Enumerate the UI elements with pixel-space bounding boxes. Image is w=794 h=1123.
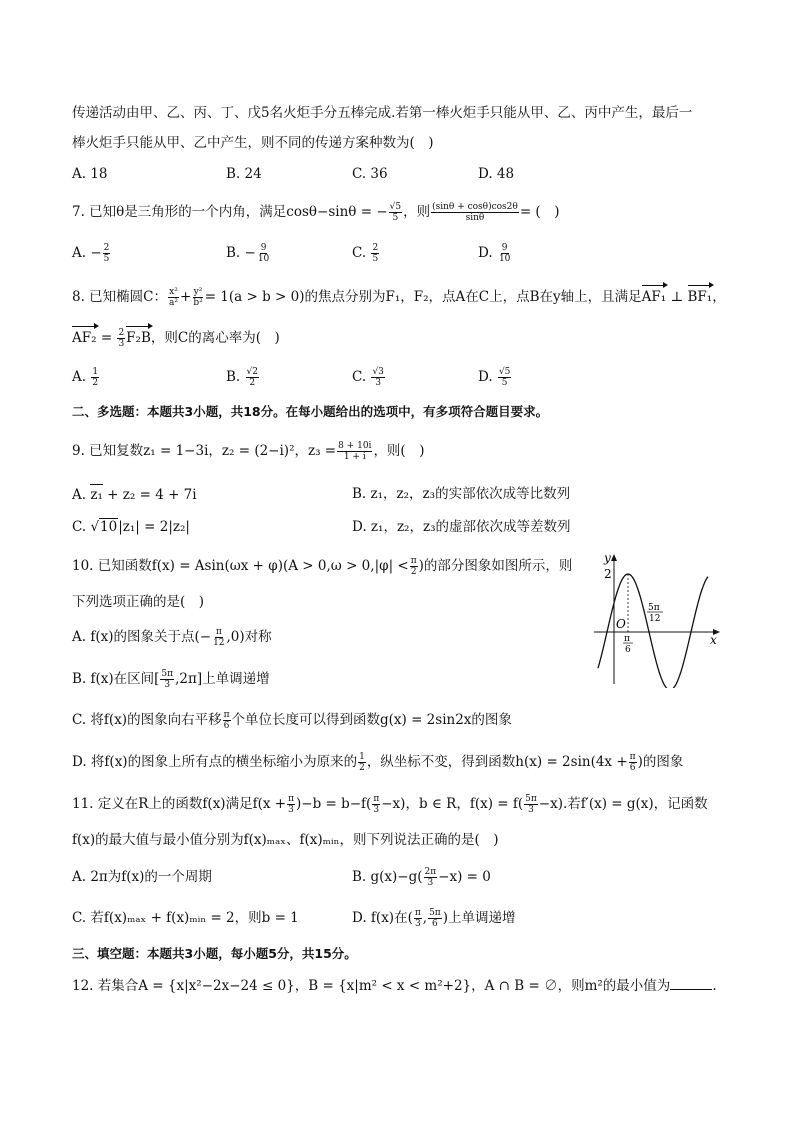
q8-stem-line2: AF₂ = $\frac{2}{3}$ F₂B，则C的离心率为( ) [72,328,280,349]
q9-option-d: D. z₁，z₂，z₃的虚部依次成等差数列 [352,519,571,535]
origin-label: O [616,617,626,631]
tick-pi6-den: 6 [625,645,631,655]
q10-stem-line2: 下列选项正确的是( ) [72,594,205,610]
q8-option-c: C. $\frac{√3}{3}$ [352,367,384,388]
q11-option-b: B. g(x)−g( $\frac{2\pi}{3}$ −x) = 0 [352,867,491,888]
q8-stem-line1: 8. 已知椭圆C： $\frac{\text{x²}}{\text{a²}}$ + $\frac{\text{y²}}{\text{b²}}$ = 1(a > b > 0)的焦点分别为F₁，F₂，点A在C上，点B在y轴上，且满足AF₁ ⊥ BF₁， [72,287,726,308]
q10-stem-line1: 10. 已知函数f(x) = Asin(ωx + φ)(A > 0,ω > 0,|φ| < $\frac{\pi}{2}$ )的部分图象如图所示，则 [72,556,573,577]
q7-fraction-1: $\frac{√5}{5}$ [389,202,402,223]
q10-option-d: D. 将f(x)的图象上所有点的横坐标缩小为原来的 $\frac{1}{2}$ ，纵坐标不变，得到函数h(x) = 2sin(4x + $\frac{\pi}{6}$ )的图象 [72,752,684,773]
q11-stem-line1: 11. 定义在R上的函数f(x)满足f(x + $\frac{\pi}{3}$ )−b = b−f( $\frac{\pi}{3}$ −x)，b ∈ R，f(x) = f( $\frac{5\pi}{3}$ −x).若f′(x) = g(x)，记函数 [72,794,708,815]
q6-text-line2: 棒火炬手只能从甲、乙中产生，则不同的传递方案种数为( ) [72,135,434,151]
q7-option-c: C. $\frac{2}{5}$ [352,243,379,264]
q9-option-b: B. z₁，z₂，z₃的实部依次成等比数列 [352,486,571,502]
q9-option-a: A. z₁ + z₂ = 4 + 7i [72,484,197,505]
x-axis-label: x [710,633,717,647]
q11-option-c: C. 若f(x)ₘₐₓ + f(x)ₘᵢₙ = 2，则b = 1 [72,910,299,926]
q12-stem: 12. 若集合A = {x|x²−2x−24 ≤ 0}，B = {x|m² < x < m²+2}，A ∩ B = ∅，则m²的最小值为 . [72,975,717,996]
q9-stem: 9. 已知复数z₁ = 1−3i，z₂ = (2−i)²，z₃ = $\frac{8 + 10i}{1 + i}$ ，则( ) [72,441,425,462]
q11-option-d: D. f(x)在( $\frac{\pi}{3}$ , $\frac{5\pi}{6}$ )上单调递增 [352,908,516,929]
vector-bf1: BF₁ [688,285,713,307]
conjugate-z1: z₁ [90,484,103,505]
section-3-heading: 三、填空题：本题共3小题，每小题5分，共15分。 [72,946,357,961]
tick-5pi12-num: 5π [648,603,660,613]
q6-option-d: D. 48 [478,166,515,182]
q6-text-line1: 传递活动由甲、乙、丙、丁、戊5名火炬手分五棒完成.若第一棒火炬手只能从甲、乙、丙中产生，最后一 [72,105,693,121]
vector-af1: AF₁ [642,285,667,307]
y-axis-label: y [604,551,611,565]
q8-option-a: A. $\frac{1}{2}$ [72,367,99,388]
q6-option-b: B. 24 [226,166,262,182]
section-2-heading: 二、多选题：本题共3小题，共18分。在每小题给出的选项中，有多项符合题目要求。 [72,404,549,419]
q10-option-a: A. f(x)的图象关于点(− $\frac{\pi}{12}$ ,0)对称 [72,627,272,648]
sine-graph [592,548,726,688]
q11-stem-line2: f(x)的最大值与最小值分别为f(x)ₘₐₓ、f(x)ₘᵢₙ，则下列说法正确的是( ) [72,832,499,848]
q10-option-c: C. 将f(x)的图象向右平移 $\frac{\pi}{6}$ 个单位长度可以得到函数g(x) = 2sin2x的图象 [72,710,512,731]
answer-blank[interactable] [670,975,712,990]
q6-option-a: A. 18 [72,166,108,182]
q8-option-d: D. $\frac{√5}{5}$ [478,367,511,388]
q7-option-b: B. − $\frac{9}{10}$ [226,243,270,264]
tick-5pi12-den: 12 [649,614,661,624]
q6-option-c: C. 36 [352,166,388,182]
sqrt-10: √10 [90,519,118,535]
q8-option-b: B. $\frac{√2}{2}$ [226,367,258,388]
q7-option-d: D. $\frac{9}{10}$ [478,243,511,264]
vector-f2b: F₂B [126,326,151,348]
q10-option-b: B. f(x)在区间[ $\frac{5\pi}{3}$ ,2π]上单调递增 [72,669,270,690]
q7-fraction-2: $\frac{(\sin\theta + \cos\theta)\cos 2\theta}{\sin\theta}$ [432,202,518,223]
q7-stem: 7. 已知θ是三角形的一个内角，满足cosθ−sinθ = − $\frac{√5}{5}$ ，则 $\frac{(\sin\theta + \cos\theta)\cos 2\theta}{\sin\theta}$ = ( ) [72,202,560,223]
tick-pi6-num: π [624,634,630,644]
q7-option-a: A. − $\frac{2}{5}$ [72,243,110,264]
vector-af2: AF₂ [72,326,97,348]
y-axis-arrow [611,554,617,561]
q9-option-c: C. √10|z₁| = 2|z₂| [72,519,190,535]
q11-option-a: A. 2π为f(x)的一个周期 [72,869,212,885]
max-label: 2 [604,567,612,581]
